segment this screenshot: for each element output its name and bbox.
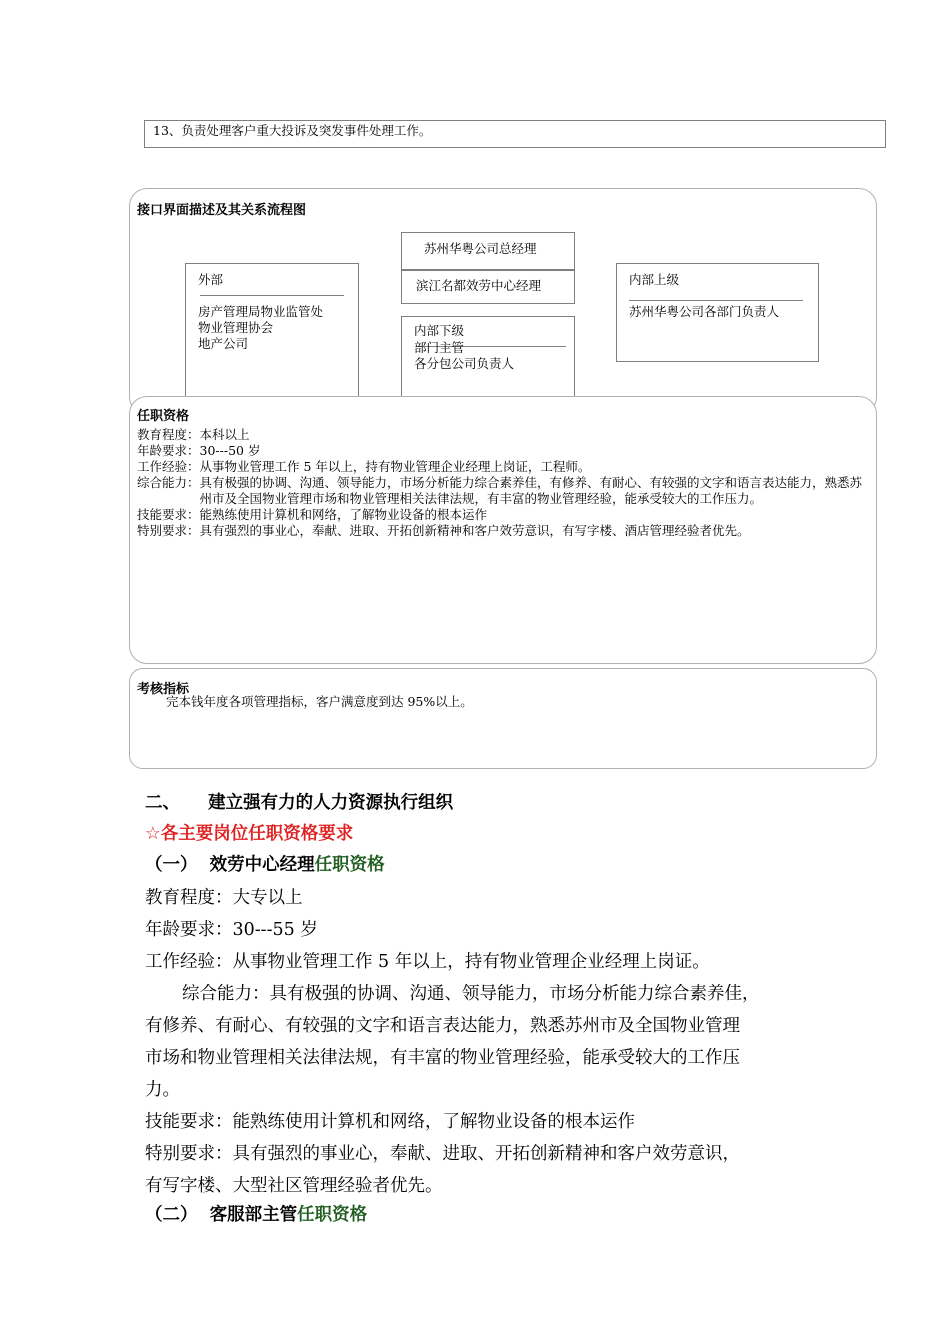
section-heading [145, 790, 453, 816]
center-manager-box [401, 270, 575, 304]
section-heading-number: 二、 [145, 793, 180, 813]
section-subheading: ☆各主要岗位任职资格要求 [145, 824, 354, 844]
item-1-suffix: 任职资格 [314, 855, 385, 875]
internal-upper-heading: 内部上级 [629, 272, 680, 287]
qual-row-skill [137, 507, 870, 523]
item-1-body [145, 882, 825, 1202]
item-1-number: （一） [145, 855, 198, 875]
duty-item-text: 13、负责处理客户重大投诉及突发事件处理工作。 [153, 123, 432, 138]
item-1-title: 效劳中心经理 [209, 855, 315, 875]
external-item-3: 地产公司 [198, 336, 249, 351]
duty-row [144, 120, 886, 148]
internal-lower-item-1: 部门主管 [414, 340, 465, 355]
assessment-text: 完本钱年度各项管理指标，客户满意度到达 95%以上。 [166, 694, 473, 709]
internal-upper-item-1: 苏州华粤公司各部门负责人 [629, 304, 780, 319]
qual-label: 综合能力： [137, 475, 200, 490]
internal-lower-heading: 内部下级 [414, 323, 465, 338]
assessment-panel [129, 668, 877, 769]
internal-lower-item-2: 各分包公司负责人 [414, 356, 515, 371]
qualification-panel [129, 396, 877, 664]
special-line-2: 有写字楼、大型社区管理经验者优先。 [145, 1176, 443, 1196]
line-skill: 技能要求：能熟练使用计算机和网络，了解物业设备的根本运作 [145, 1112, 635, 1132]
qual-row-education [137, 427, 870, 443]
external-item-2: 物业管理协会 [198, 320, 274, 335]
item-2-number: （二） [145, 1205, 198, 1225]
qual-row-age [137, 443, 870, 459]
qual-value: 30---50 岁 [199, 443, 261, 458]
qual-row-ability [137, 475, 870, 507]
qual-label: 工作经验： [137, 459, 200, 474]
qual-value: 具有极强的协调、沟通、领导能力，市场分析能力综合素养佳，有修养、有耐心、有较强的文字和语言表达能力，熟悉苏州市及全国物业管理市场和物业管理相关法律法规，有丰富的物业管理经验，能承受较大的工作压力。 [199, 475, 863, 506]
qualification-title: 任职资格 [137, 409, 190, 424]
qual-value: 从事物业管理工作 5 年以上，持有物业管理企业经理上岗证，工程师。 [199, 459, 591, 474]
ability-line-4: 力。 [145, 1080, 180, 1100]
qual-row-experience [137, 459, 870, 475]
line-age: 年龄要求：30---55 岁 [145, 920, 318, 940]
item-2-suffix: 任职资格 [297, 1205, 368, 1225]
external-box [185, 263, 359, 400]
item-2-heading [145, 1202, 367, 1228]
line-education: 教育程度：大专以上 [145, 888, 303, 908]
center-manager-label: 滨江名都效劳中心经理 [416, 278, 542, 293]
qual-label: 特别要求： [137, 523, 200, 538]
special-line-1: 特别要求：具有强烈的事业心，奉献、进取、开拓创新精神和客户效劳意识， [145, 1144, 740, 1164]
internal-upper-divider [629, 300, 803, 301]
qualification-list [137, 427, 870, 539]
qual-value: 能熟练使用计算机和网络，了解物业设备的根本运作 [199, 507, 488, 522]
line-experience: 工作经验：从事物业管理工作 5 年以上，持有物业管理企业经理上岗证。 [145, 952, 710, 972]
qual-label: 年龄要求： [137, 443, 200, 458]
external-divider [200, 295, 344, 296]
interface-title: 接口界面描述及其关系流程图 [137, 203, 307, 218]
internal-lower-box [401, 316, 575, 404]
ability-line-1: 综合能力：具有极强的协调、沟通、领导能力，市场分析能力综合素养佳， [182, 984, 760, 1004]
qual-label: 教育程度： [137, 427, 200, 442]
section-heading-text: 建立强有力的人力资源执行组织 [208, 793, 454, 813]
qual-value: 本科以上 [199, 427, 250, 442]
top-manager-label: 苏州华粤公司总经理 [424, 241, 537, 256]
ability-line-3: 市场和物业管理相关法律法规，有丰富的物业管理经验，能承受较大的工作压 [145, 1048, 740, 1068]
internal-upper-box [616, 263, 819, 362]
external-item-1: 房产管理局物业监管处 [198, 304, 324, 319]
ability-line-2: 有修养、有耐心、有较强的文字和语言表达能力，熟悉苏州市及全国物业管理 [145, 1016, 740, 1036]
item-2-title: 客服部主管 [209, 1205, 298, 1225]
qual-label: 技能要求： [137, 507, 200, 522]
qual-row-special [137, 523, 870, 539]
item-1-heading [145, 852, 385, 878]
qual-value: 具有强烈的事业心，奉献、进取、开拓创新精神和客户效劳意识，有写字楼、酒店管理经验者优先。 [199, 523, 750, 538]
external-heading: 外部 [198, 272, 224, 287]
assessment-title: 考核指标 [137, 682, 190, 697]
top-manager-box [401, 232, 575, 270]
